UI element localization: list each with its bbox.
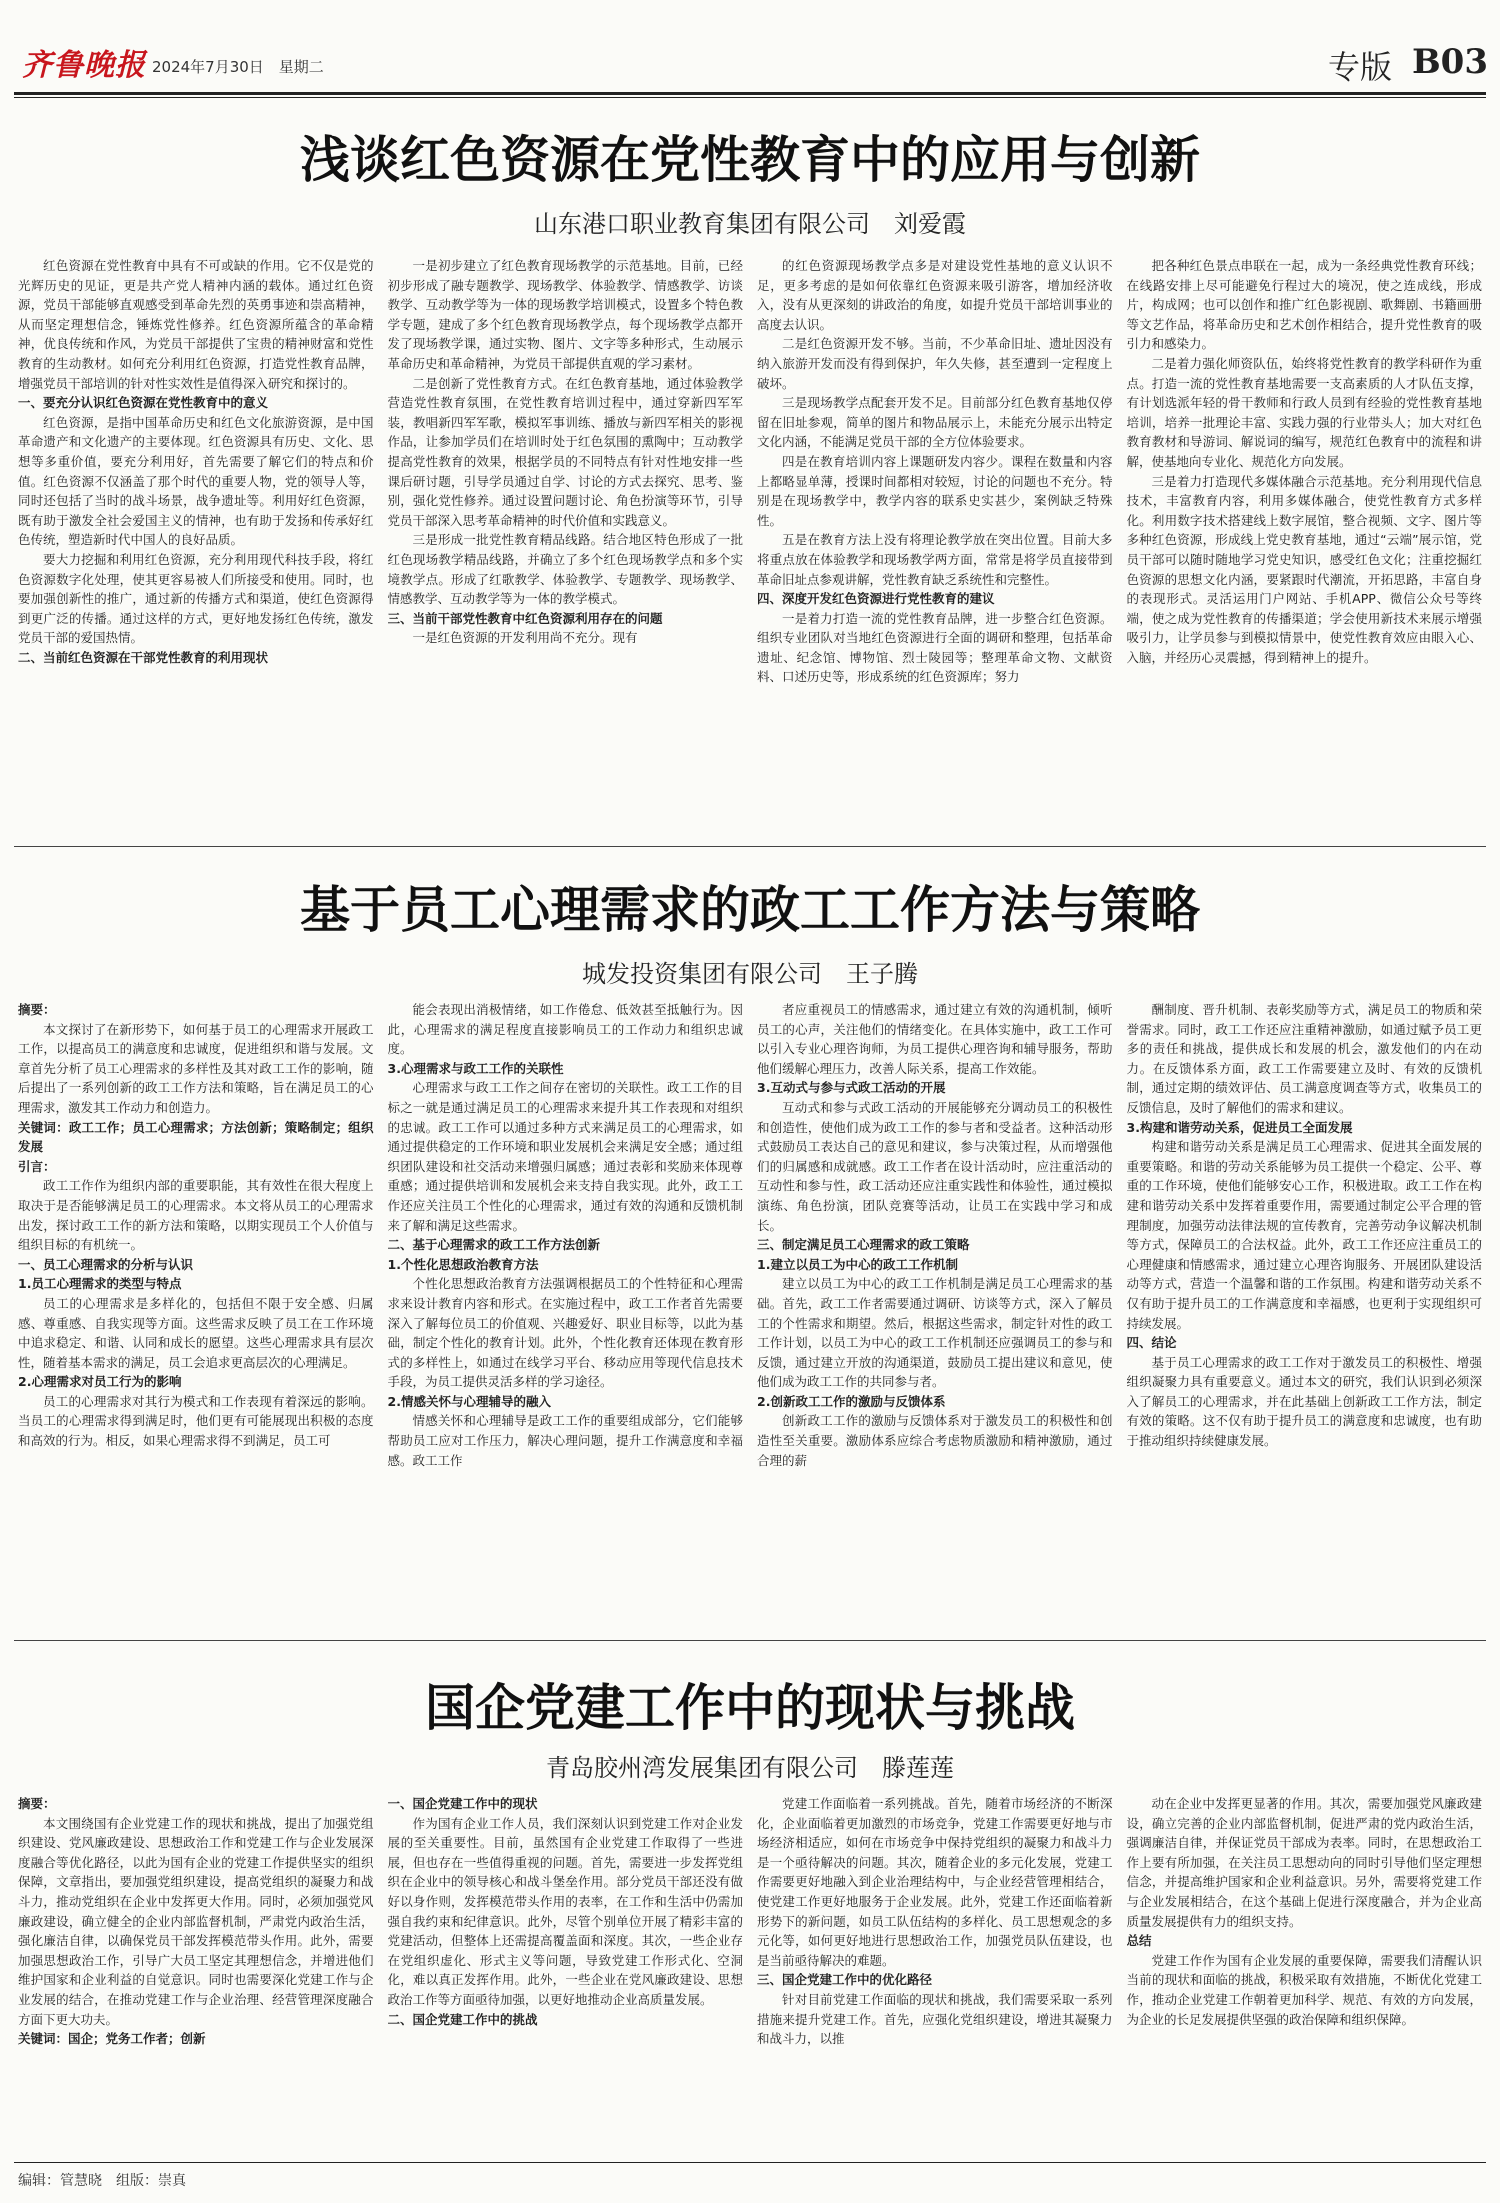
article-column (757, 1794, 1113, 2156)
paragraph: 酬制度、晋升机制、表彰奖励等方式，满足员工的物质和荣誉需求。同时，政工工作还应注重精神激励，如通过赋予员工更多的责任和挑战，提供成长和发展的机会，激发他们的内在动力。在反馈体系方面，政工工作需要建立及时、有效的反馈机制，通过定期的绩效评估、员工满意度调查等方式，收集员工的反馈信息，及时了解他们的需求和建议。 (1126, 1002, 1482, 1115)
article-body (18, 1794, 1482, 2156)
paragraph: 三是形成一批党性教育精品线路。结合地区特色形成了一批红色现场教学精品线路，并确立了多个红色现场教学点和多个实境教学点。形成了红歌教学、体验教学、专题教学、现场教学、情感教学、互动教学等为一体的教学模式。 (387, 532, 743, 607)
masthead (0, 0, 1500, 92)
section-heading: 2.心理需求对员工行为的影响 (18, 1374, 182, 1390)
paragraph: 要大力挖掘和利用红色资源，充分利用现代科技手段，将红色资源数字化处理，使其更容易被人们所接受和使用。同时，也要加强创新性的推广，通过新的传播方式和渠道，使红色资源得到更广泛的传播。通过这样的方式，更好地发扬红色传统，激发党员干部的爱国热情。 (18, 551, 374, 646)
article-column (1127, 1000, 1483, 1626)
article-column (388, 1000, 744, 1626)
article-column (18, 1794, 374, 2156)
paragraph: 三是着力打造现代多媒体融合示范基地。充分利用现代信息技术，丰富教育内容，利用多媒体融合，使党性教育方式多样化。利用数字技术搭建线上数字展馆，整合视频、文字、图片等多种红色资源，形成线上党史教育基地，通过“云端”展示馆，党员干部可以随时随地学习党史知识，感受红色文化；注重挖掘红色资源的思想文化内涵，要紧跟时代潮流，开拓思路，丰富自身的表现形式。灵活运用门户网站、手机APP、微信公众号等终端，使之成为党性教育的传播渠道；学会使用新技术来展示增强吸引力，让学员参与到模拟情景中，使党性教育效应由眼入心、入脑，并经历心灵震撼，得到精神上的提升。 (1126, 473, 1482, 665)
article-separator (14, 846, 1486, 847)
section-heading: 三、国企党建工作中的优化路径 (757, 1972, 933, 1988)
page-number: B03 (1411, 42, 1488, 82)
article-column (1127, 256, 1483, 834)
section-heading: 1.建立以员工为中心的政工工作机制 (757, 1256, 958, 1272)
article-byline: 青岛胶州湾发展集团有限公司 滕莲莲 (546, 1754, 954, 1782)
paragraph: 的红色资源现场教学点多是对建设党性基地的意义认识不足，更多考虑的是如何依靠红色资源来吸引游客，增加经济收入，没有从更深刻的讲政治的角度，如提升党员干部培训事业的高度去认识。 (757, 258, 1113, 332)
article-title: 浅谈红色资源在党性教育中的应用与创新 (300, 130, 1200, 189)
section-heading: 1.个性化思想政治教育方法 (387, 1256, 539, 1272)
footer-credits: 编辑：管慧晓 组版：崇真 (18, 2173, 186, 2189)
article-column (757, 256, 1113, 834)
paragraph: 情感关怀和心理辅导是政工工作的重要组成部分，它们能够帮助员工应对工作压力，解决心理问题，提升工作满意度和幸福感。政工工作 (387, 1413, 743, 1468)
paragraph: 三是现场教学点配套开发不足。目前部分红色教育基地仅停留在旧址参观，简单的图片和物品展示上，未能充分展示出特定文化内涵，不能满足党员干部的全方位体验要求。 (757, 395, 1113, 450)
section-heading: 关键词：政工工作；员工心理需求；方法创新；策略制定；组织发展 (18, 1119, 374, 1155)
paragraph: 构建和谐劳动关系是满足员工心理需求、促进其全面发展的重要策略。和谐的劳动关系能够为员工提供一个稳定、公平、尊重的工作环境，使他们能够安心工作，积极进取。政工工作在构建和谐劳动关系中发挥着重要作用，需要通过制定公平合理的管理制度，加强劳动法律法规的宣传教育，完善劳动争议解决机制等方式，保障员工的合法权益。此外，政工工作还应注重员工的心理健康和情感需求，通过建立心理咨询服务、开展团队建设活动等方式，营造一个温馨和谐的工作氛围。构建和谐劳动关系不仅有助于提升员工的工作满意度和幸福感，也更利于实现组织可持续发展。 (1126, 1139, 1482, 1331)
section-heading: 总结 (1126, 1933, 1152, 1949)
section-heading: 四、深度开发红色资源进行党性教育的建议 (757, 591, 995, 607)
paragraph: 党建工作作为国有企业发展的重要保障，需要我们清醒认识当前的现状和面临的挑战，积极采取有效措施，不断优化党建工作，推动企业党建工作朝着更加科学、规范、有效的方向发展，为企业的长足发展提供坚强的政治保障和组织保障。 (1126, 1952, 1482, 2027)
article-column (18, 1000, 374, 1626)
section-heading: 三、当前干部党性教育中红色资源利用存在的问题 (387, 610, 663, 626)
section-heading: 关键词：国企；党务工作者；创新 (18, 2031, 206, 2047)
paragraph: 互动式和参与式政工活动的开展能够充分调动员工的积极性和创造性，使他们成为政工工作的参与者和受益者。这种活动形式鼓励员工表达自己的意见和建议，参与决策过程，从而增强他们的归属感和成就感。政工工作者在设计活动时，应注重活动的互动性和参与性，政工活动还应注重实践性和体验性，通过模拟演练、角色扮演，团队竞赛等活动，让员工在实践中学习和成长。 (757, 1099, 1113, 1233)
section-heading: 摘要： (18, 1796, 56, 1811)
paragraph: 五是在教育方法上没有将理论教学放在突出位置。目前大多将重点放在体验教学和现场教学两方面，常常是将学员直接带到革命旧址点参观讲解，党性教育缺乏系统性和完整性。 (757, 532, 1113, 587)
paragraph: 本文围绕国有企业党建工作的现状和挑战，提出了加强党组织建设、党风廉政建设、思想政治工作和党建工作与企业发展深度融合等优化路径，以此为国有企业的党建工作提供坚实的组织保障，文章指出，要加强党组织建设，提高党组织的凝聚力和战斗力，推动党组织在企业中发挥更大作用。同时，必须加强党风廉政建设，确立健全的企业内部监督机制，严肃党内政治生活，强化廉洁自律，以确保党员干部发挥模范带头作用。此外，需要加强思想政治工作，引导广大员工坚定其理想信念，并增进他们维护国家和企业利益的自觉意识。同时也需要深化党建工作与企业发展的结合，在推动党建工作与企业治理、经营管理深度融合方面下更大功夫。 (18, 1815, 374, 2027)
section-heading: 3.互动式与参与式政工活动的开展 (757, 1080, 946, 1096)
paragraph: 能会表现出消极情绪，如工作倦怠、低效甚至抵触行为。因此，心理需求的满足程度直接影响员工的工作动力和组织忠诚度。 (387, 1002, 743, 1057)
paragraph: 红色资源在党性教育中具有不可或缺的作用。它不仅是党的光辉历史的见证，更是共产党人精神内涵的载体。通过红色资源，党员干部能够直观感受到革命先烈的英勇事迹和崇高精神，从而坚定理想信念，锤炼党性修养。红色资源所蕴含的革命精神，优良传统和作风，为党员干部提供了宝贵的精神财富和党性教育的生动教材。如何充分利用红色资源，打造党性教育品牌，增强党员干部培训的针对性实效性是值得深入研究和探讨的。 (18, 258, 374, 391)
paragraph: 创新政工工作的激励与反馈体系对于激发员工的积极性和创造性至关重要。激励体系应综合考虑物质激励和精神激励，通过合理的薪 (757, 1413, 1113, 1468)
issue-date: 2024年7月30日 星期二 (152, 58, 324, 76)
section-heading: 1.员工心理需求的类型与特点 (18, 1276, 182, 1292)
section-heading: 四、结论 (1126, 1335, 1177, 1351)
article-column (18, 256, 374, 834)
masthead-rule-thin (14, 97, 1486, 98)
paragraph: 个性化思想政治教育方法强调根据员工的个性特征和心理需求来设计教育内容和形式。在实施过程中，政工工作者首先需要深入了解每位员工的价值观、兴趣爱好、职业目标等，以此为基础，制定个性化的教育计划。此外，个性化教育还体现在教育形式的多样性上，如通过在线学习平台、移动应用等现代信息技术手段，为员工提供灵活多样的学习途径。 (387, 1276, 743, 1390)
section-heading: 二、当前红色资源在干部党性教育的利用现状 (18, 649, 269, 665)
newspaper-logo: 齐鲁晚报 (22, 48, 146, 83)
paragraph: 员工的心理需求是多样化的，包括但不限于安全感、归属感、尊重感、自我实现等方面。这些需求反映了员工在工作环境中追求稳定、和谐、认同和成长的愿望。这些心理需求具有层次性，随着基本需求的满足，员工会追求更高层次的心理满足。 (18, 1295, 374, 1370)
section-heading: 三、制定满足员工心理需求的政工策略 (757, 1237, 970, 1253)
paragraph: 一是初步建立了红色教育现场教学的示范基地。目前，已经初步形成了融专题教学、现场教学、体验教学、情感教学、访谈教学、互动教学等为一体的现场教学培训模式，设置多个特色教学专题，建成了多个红色教育现场教学点，每个现场教学点都开发了现场教学课，通过实物、图片、文字等多种形式，生动展示革命历史和革命精神，为党员干部提供直观的学习素材。 (387, 258, 743, 371)
paragraph: 党建工作面临着一系列挑战。首先，随着市场经济的不断深化，企业面临着更加激烈的市场竞争，党建工作需要更好地与市场经济相适应，如何在市场竞争中保持党组织的凝聚力和战斗力是一个亟待解决的问题。其次，随着企业的多元化发展，党建工作需要更好地融入到企业治理结构中，与企业经营管理相结合，使党建工作更好地服务于企业发展。此外，党建工作还面临着新形势下的新问题，如员工队伍结构的多样化、员工思想观念的多元化等，如何更好地进行思想政治工作，加强党员队伍建设，也是当前亟待解决的难题。 (757, 1796, 1113, 1968)
article-byline: 城发投资集团有限公司 王子腾 (582, 960, 918, 988)
article-title: 国企党建工作中的现状与挑战 (425, 1678, 1075, 1737)
footer-rule (14, 2162, 1486, 2163)
section-heading: 2.创新政工工作的激励与反馈体系 (757, 1393, 946, 1409)
paragraph: 二是创新了党性教育方式。在红色教育基地，通过体验教学营造党性教育氛围，在党性教育培训过程中，通过穿新四军军装，教唱新四军军歌，模拟军事训练、播放与新四军相关的影视作品，让参加学员们在培训时处于红色氛围的熏陶中；互动教学提高党性教育的效果，根据学员的不同特点有针对性地安排一些课后研讨题，引导学员通过自学、讨论的方式去探究、思考、鉴别，强化党性修养。通过设置问题讨论、角色扮演等环节，引导党员干部深入思考革命精神的时代价值和实践意义。 (387, 375, 743, 528)
section-heading: 二、国企党建工作中的挑战 (387, 2011, 538, 2027)
article-column (1127, 1794, 1483, 2156)
section-heading: 一、国企党建工作中的现状 (387, 1796, 538, 1811)
article-column (388, 1794, 744, 2156)
article-separator (14, 1640, 1486, 1641)
paragraph: 作为国有企业工作人员，我们深刻认识到党建工作对企业发展的至关重要性。目前，虽然国有企业党建工作取得了一些进展，但也存在一些值得重视的问题。首先，需要进一步发挥党组织在企业中的领导核心和战斗堡垒作用。部分党员干部还没有做好以身作则，发挥模范带头作用的表率，在工作和生活中仍需加强自我约束和纪律意识。此外，尽管个别单位开展了精彩丰富的党建活动，但整体上还需提高覆盖面和深度。其次，一些企业存在党组织虚化、形式主义等问题，导致党建工作形式化、空洞化，难以真正发挥作用。此外，一些企业在党风廉政建设、思想政治工作等方面亟待加强，以更好地推动企业高质量发展。 (387, 1815, 743, 2007)
article-body (18, 256, 1482, 834)
paragraph: 者应重视员工的情感需求，通过建立有效的沟通机制，倾听员工的心声，关注他们的情绪变化。在具体实施中，政工工作可以引入专业心理咨询师，为员工提供心理咨询和辅导服务，帮助他们缓解心理压力，改善人际关系，提高工作效能。 (757, 1002, 1113, 1076)
article-body (18, 1000, 1482, 1626)
paragraph: 针对目前党建工作面临的现状和挑战，我们需要采取一系列措施来提升党建工作。首先，应强化党组织建设，增进其凝聚力和战斗力，以推 (757, 1991, 1113, 2047)
paragraph: 红色资源，是指中国革命历史和红色文化旅游资源，是中国革命遗产和文化遗产的主要体现。红色资源具有历史、文化、思想等多重价值，要充分利用好，首先需要了解它们的特点和价值。红色资源不仅涵盖了那个时代的重要人物，党的领导人等，同时还包括了当时的战斗场景，战争遗址等。利用好红色资源，既有助于激发全社会爱国主义的情神，也有助于发扬和传承好红色传统，塑造新时代中国人的良好品质。 (18, 414, 374, 548)
paragraph: 建立以员工为中心的政工工作机制是满足员工心理需求的基础。首先，政工工作者需要通过调研、访谈等方式，深入了解员工的个性需求和期望。然后，根据这些需求，制定针对性的政工工作计划，以员工为中心的政工工作机制还应强调员工的参与和反馈，通过建立开放的沟通渠道，鼓励员工提出建议和意见，使他们成为政工工作的共同参与者。 (757, 1276, 1113, 1390)
section-heading: 引言： (18, 1158, 56, 1174)
article-byline: 山东港口职业教育集团有限公司 刘爱霞 (534, 210, 966, 238)
article-column (388, 256, 744, 834)
paragraph: 一是红色资源的开发利用尚不充分。现有 (412, 630, 638, 646)
paragraph: 二是着力强化师资队伍，始终将党性教育的教学科研作为重点。打造一流的党性教育基地需要一支高素质的人才队伍支撑，有计划选派年轻的骨干教师和行政人员到有经验的党性教育基地培训，培养一批理论丰富、实践力强的行业带头人；加大对红色教育教材和导游词、解说词的编写，规范红色教育中的流程和讲解，使基地向专业化、规范化方向发展。 (1126, 355, 1482, 469)
paragraph: 动在企业中发挥更显著的作用。其次，需要加强党风廉政建设，确立完善的企业内部监督机制，促进严肃的党内政治生活，强调廉洁自律，并保证党员干部成为表率。同时，在思想政治工作上要有所加强，在关注员工思想动向的同时引导他们坚定理想信念，并提高维护国家和企业利益意识。另外，需要将党建工作与企业发展相结合，在这个基础上促进行深度融合，并为企业高质量发展提供有力的组织支持。 (1126, 1796, 1482, 1929)
paragraph: 心理需求与政工工作之间存在密切的关联性。政工工作的目标之一就是通过满足员工的心理需求来提升其工作表现和对组织的忠诚。政工工作可以通过多种方式来满足员工的心理需求，如通过提供稳定的工作环境和职业发展机会来满足安全感；通过组织团队建设和社交活动来增强归属感；通过表彰和奖励来体现尊重感；通过提供培训和发展机会来支持自我实现。此外，政工工作还应关注员工个性化的心理需求，通过有效的沟通和反馈机制来了解和满足这些需求。 (387, 1080, 743, 1233)
section-heading: 3.心理需求与政工工作的关联性 (387, 1060, 564, 1076)
paragraph: 政工工作作为组织内部的重要职能，其有效性在很大程度上取决于是否能够满足员工的心理需求。本文将从员工的心理需求出发，探讨政工工作的新方法和策略，以期实现员工个人价值与组织目标的有机统一。 (18, 1178, 374, 1253)
paragraph: 员工的心理需求对其行为模式和工作表现有着深远的影响。当员工的心理需求得到满足时，他们更有可能展现出积极的态度和高效的行为。相反，如果心理需求得不到满足，员工可 (18, 1393, 374, 1449)
paragraph: 把各种红色景点串联在一起，成为一条经典党性教育环线；在线路安排上尽可能避免行程过大的境况，使之连成线，形成片，构成网；也可以创作和推广红色影视剧、歌舞剧、书籍画册等文艺作品，将革命历史和艺术创作相结合，提升党性教育的吸引力和感染力。 (1126, 258, 1482, 352)
paragraph: 本文探讨了在新形势下，如何基于员工的心理需求开展政工工作，以提高员工的满意度和忠诚度，促进组织和谐与发展。文章首先分析了员工心理需求的多样性及其对政工工作的影响，随后提出了一系列创新的政工工作方法和策略，旨在满足员工的心理需求，激发其工作动力和创造力。 (18, 1021, 374, 1115)
section-heading: 摘要： (18, 1002, 56, 1017)
section-heading: 一、员工心理需求的分析与认识 (18, 1256, 194, 1272)
masthead-rule (14, 92, 1486, 95)
article-title: 基于员工心理需求的政工工作方法与策略 (300, 880, 1200, 939)
article-column (757, 1000, 1113, 1626)
paragraph: 二是红色资源开发不够。当前，不少革命旧址、遗址因没有纳入旅游开发而没有得到保护，年久失修，甚至遭到一定程度上破坏。 (757, 336, 1113, 391)
section-heading: 二、基于心理需求的政工工作方法创新 (387, 1237, 601, 1253)
paragraph: 基于员工心理需求的政工工作对于激发员工的积极性、增强组织凝聚力具有重要意义。通过本文的研究，我们认识到必须深入了解员工的心理需求，并在此基础上创新政工工作方法，制定有效的策略。这不仅有助于提升员工的满意度和忠诚度，也有助于推动组织持续健康发展。 (1126, 1354, 1482, 1449)
paragraph: 四是在教育培训内容上课题研发内容少。课程在数量和内容上都略显单薄，授课时间都相对较短，讨论的问题也不充分。特别是在现场教学中，教学内容的联系史实甚少，案例缺乏特殊性。 (757, 453, 1113, 528)
paragraph: 一是着力打造一流的党性教育品牌，进一步整合红色资源。组织专业团队对当地红色资源进行全面的调研和整理，包括革命遗址、纪念馆、博物馆、烈士陵园等；整理革命文物、文献资料、口述历史等，形成系统的红色资源库；努力 (757, 610, 1113, 685)
section-label: 专版 (1327, 48, 1392, 86)
section-heading: 2.情感关怀与心理辅导的融入 (387, 1393, 551, 1409)
section-heading: 3.构建和谐劳动关系，促进员工全面发展 (1126, 1119, 1353, 1135)
section-heading: 一、要充分认识红色资源在党性教育中的意义 (18, 395, 269, 411)
